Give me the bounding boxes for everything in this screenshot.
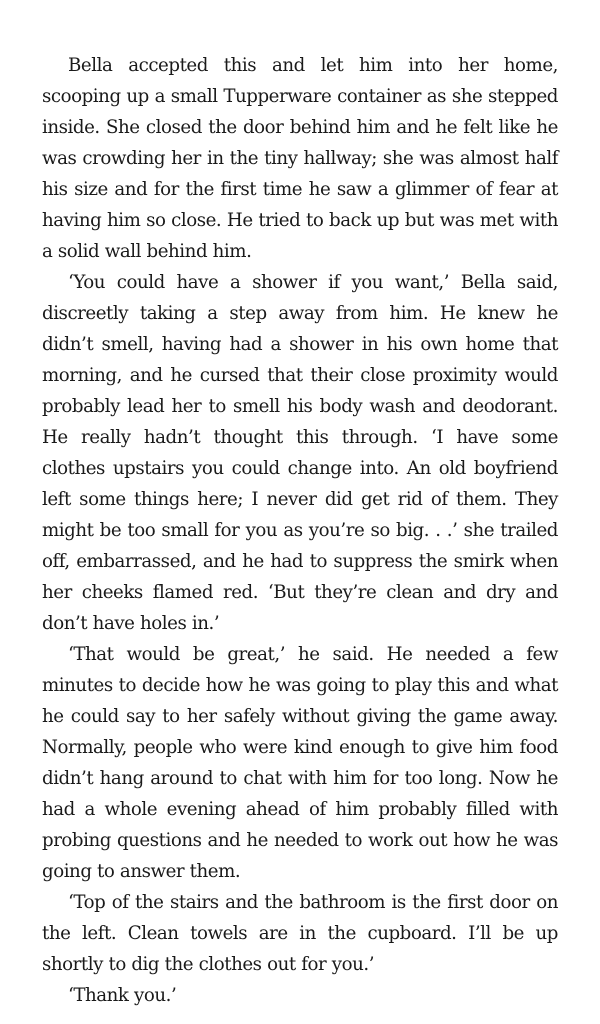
paragraph-3: ‘That would be great,’ he said. He needed a few minutes to decide how he was going to play this and what he could say to her safely without giving the game away. Normally, people who were kind enough to give him food didn’t hang around to chat with him for too long. Now he had a whole evening ahead of him probably filled with probing questions and he needed to work out how he was going to answer them.: [42, 644, 558, 882]
paragraph-4: ‘Top of the stairs and the bathroom is the first door on the left. Clean towels are in the cupboard. I’ll be up shortly to dig the clothes out for you.’: [42, 892, 558, 975]
paragraph-5: ‘Thank you.’: [68, 985, 177, 1006]
paragraph-1: Bella accepted this and let him into her home, scooping up a small Tupperware container as she stepped inside. She closed the door behind him and he felt like he was crowding her in the tiny hallway; she was almost half his size and for the first time he saw a glimmer of fear at having him so close. He tried to back up but was met with a solid wall behind him.: [42, 55, 558, 262]
book-page: [42, 50, 558, 1011]
paragraph-2: ‘You could have a shower if you want,’ Bella said, discreetly taking a step away from him. He knew he didn’t smell, having had a shower in his own home that morning, and he cursed that their close proximity would probably lead her to smell his body wash and deodorant. He really hadn’t thought this through. ‘I have some clothes upstairs you could change into. An old boyfriend left some things here; I never did get rid of them. They might be too small for you as you’re so big. . .’ she trailed off, embarrassed, and he had to suppress the smirk when her cheeks flamed red. ‘But they’re clean and dry and don’t have holes in.’: [42, 272, 558, 634]
